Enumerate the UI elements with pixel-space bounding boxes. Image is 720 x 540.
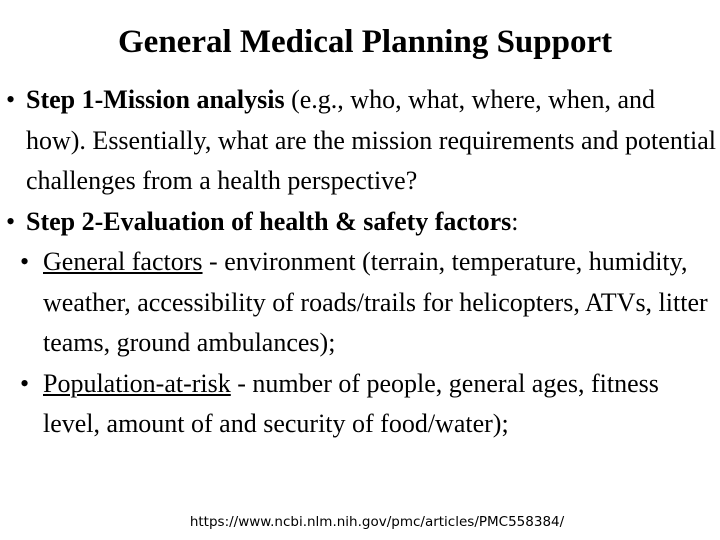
bullet-icon: •: [6, 206, 16, 236]
bullet-icon: •: [6, 85, 16, 114]
step-1-text: (e.g., who, what, where, when, and how). Essentially, what are the mission requirements and potential challenges from a health perspective?: [26, 85, 717, 195]
population-at-risk-text: - number of people, general ages, fitness level, amount of and security of food/water);: [43, 368, 659, 438]
sub-bullet-general-factors: [0, 242, 720, 364]
slide-title: General Medical Planning Support: [118, 24, 613, 60]
bullet-step-2: [0, 202, 720, 243]
step-1-label: Step 1-Mission analysis: [26, 85, 285, 114]
bullet-icon: •: [20, 247, 30, 276]
bullet-list: [0, 80, 720, 445]
general-factors-text: - environment (terrain, temperature, humidity, weather, accessibility of roads/trails for helicopters, ATVs, litter teams, ground ambulances);: [43, 247, 708, 357]
step-2-label: Step 2-Evaluation of health & safety factors: [26, 206, 512, 236]
source-url: https://www.ncbi.nlm.nih.gov/pmc/articles/PMC558384/: [189, 514, 565, 530]
general-factors-label: General factors: [43, 247, 203, 276]
population-at-risk-label: Population-at-risk: [43, 368, 231, 398]
step-2-text: :: [511, 206, 519, 236]
bullet-icon: •: [20, 368, 30, 398]
source-citation: [0, 512, 720, 532]
bullet-step-1: [0, 80, 720, 202]
sub-bullet-population-at-risk: [0, 364, 720, 445]
